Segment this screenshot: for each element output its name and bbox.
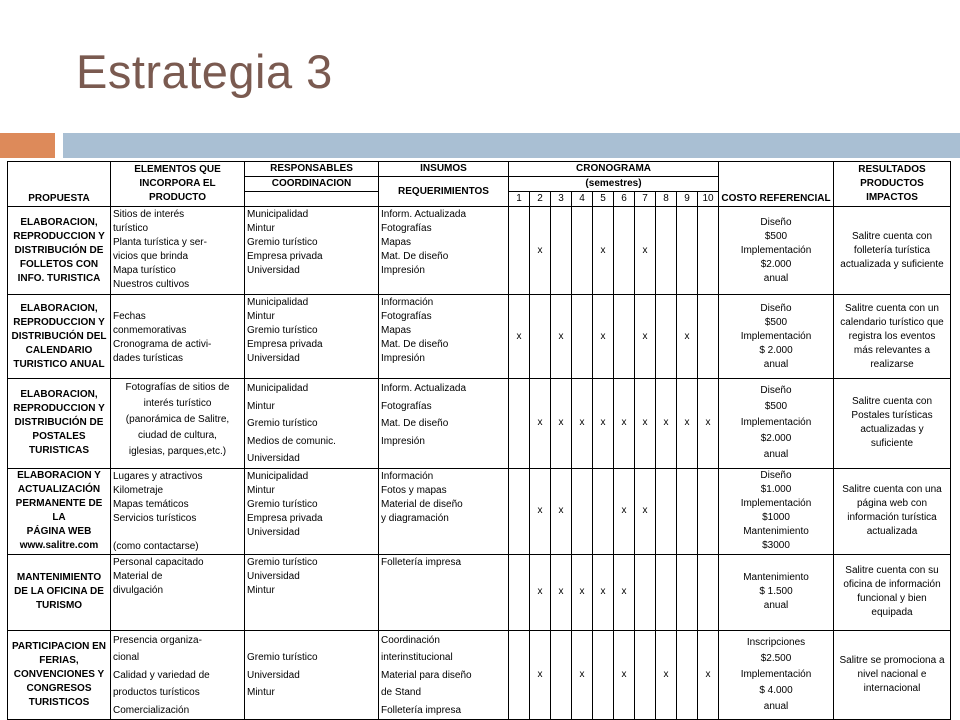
- cronograma-mark-2: x: [530, 554, 551, 630]
- cronograma-mark-5: x: [593, 554, 614, 630]
- elementos-cell-line: interés turístico: [143, 398, 212, 409]
- responsables-cell-line: Empresa privada: [247, 339, 323, 350]
- responsables-cell: [245, 554, 379, 630]
- costo-cell-line: Diseño: [760, 385, 792, 397]
- cronograma-mark-5: x: [593, 295, 614, 379]
- responsables-cell-line: Mintur: [247, 223, 275, 234]
- cronograma-mark-9: [677, 554, 698, 630]
- insumos-cell-line: Mapas: [381, 237, 412, 248]
- cronograma-mark-8: [656, 295, 677, 379]
- insumos-cell-line: Inform. Actualizada: [381, 209, 467, 220]
- period-9: 9: [677, 192, 698, 207]
- propuesta-cell-line: ELABORACION Y: [17, 470, 101, 481]
- propuesta-cell-line: DISTRIBUCIÓN DE: [14, 244, 104, 256]
- table-row: [8, 630, 951, 720]
- responsables-cell-line: Universidad: [247, 570, 300, 582]
- resultados-cell: [834, 554, 951, 630]
- cronograma-mark-8: x: [656, 630, 677, 720]
- responsables-cell: [245, 468, 379, 554]
- insumos-cell-line: interinstitucional: [381, 652, 453, 663]
- resultados-cell-line: funcional y bien: [857, 593, 927, 604]
- responsables-cell-line: Mintur: [247, 400, 275, 412]
- costo-cell: [719, 207, 834, 295]
- propuesta-cell: [8, 468, 111, 554]
- cronograma-mark-7: x: [635, 207, 656, 295]
- responsables-cell-line: Gremio turístico: [247, 498, 318, 510]
- responsables-cell-line: Gremio turístico: [247, 325, 318, 336]
- costo-cell-line: Diseño: [760, 470, 792, 481]
- propuesta-cell-line: ELABORACION,: [20, 216, 98, 228]
- propuesta-cell-line: REPRODUCCION Y: [13, 230, 105, 242]
- propuesta-cell-line: INFO. TURISTICA: [17, 272, 101, 284]
- cronograma-mark-10: x: [698, 379, 719, 469]
- costo-cell-line: $ 1.500: [759, 586, 793, 597]
- resultados-cell-line: Postales turísticas: [851, 410, 933, 422]
- cronograma-mark-2: x: [530, 630, 551, 720]
- cronograma-mark-6: [614, 207, 635, 295]
- elementos-cell: [111, 468, 245, 554]
- cronograma-mark-6: x: [614, 630, 635, 720]
- elementos-cell-line: Presencia organiza-: [113, 634, 202, 646]
- resultados-cell-line: oficina de información: [843, 579, 941, 590]
- insumos-cell-line: de Stand: [381, 687, 422, 698]
- resultados-cell-line: actualizada y suficiente: [840, 258, 944, 270]
- propuesta-cell: [8, 295, 111, 379]
- period-2: 2: [530, 192, 551, 207]
- responsables-cell-line: Gremio turístico: [247, 237, 318, 248]
- responsables-cell: [245, 295, 379, 379]
- responsables-cell-line: Medios de comunic.: [247, 435, 336, 447]
- responsables-cell-line: Municipalidad: [247, 383, 309, 394]
- cronograma-mark-3: x: [551, 379, 572, 469]
- propuesta-cell-line: PERMANENTE DE LA: [15, 498, 103, 523]
- slide-title: Estrategia 3: [76, 45, 333, 98]
- propuesta-cell-line: ELABORACION,: [20, 389, 98, 401]
- resultados-cell-line: registra los eventos: [848, 330, 936, 342]
- insumos-cell-line: Información: [381, 297, 434, 308]
- elementos-cell-line: cional: [113, 652, 140, 663]
- table-row: [8, 379, 951, 469]
- cronograma-mark-4: x: [572, 554, 593, 630]
- cronograma-mark-3: x: [551, 554, 572, 630]
- cronograma-mark-2: x: [530, 207, 551, 295]
- cronograma-mark-1: [509, 468, 530, 554]
- elementos-cell-line: Fotografías de sitios de: [125, 382, 230, 393]
- propuesta-cell-line: DISTRIBUCIÓN DEL: [11, 330, 107, 342]
- costo-cell-line: $ 4.000: [759, 684, 793, 696]
- responsables-cell-line: Municipalidad: [247, 297, 309, 308]
- resultados-cell-line: actualizada: [866, 526, 918, 537]
- insumos-cell-line: Mat. De diseño: [381, 251, 449, 262]
- header-semestres: (semestres): [509, 177, 719, 192]
- insumos-cell: [379, 207, 509, 295]
- elementos-cell: [111, 554, 245, 630]
- table-row: [8, 295, 951, 379]
- header-coordinacion: COORDINACION: [245, 177, 379, 192]
- cronograma-mark-10: [698, 468, 719, 554]
- cronograma-mark-5: [593, 468, 614, 554]
- cronograma-mark-6: x: [614, 379, 635, 469]
- elementos-cell-line: turístico: [113, 223, 149, 234]
- period-1: 1: [509, 192, 530, 207]
- header-resultados: RESULTADOS PRODUCTOS IMPACTOS: [834, 162, 951, 207]
- costo-cell: [719, 554, 834, 630]
- propuesta-cell-line: PÁGINA WEB: [26, 526, 92, 537]
- accent-bar-left: [0, 133, 55, 158]
- elementos-cell-line: vicios que brinda: [113, 251, 189, 262]
- elementos-cell-line: (como contactarse): [113, 540, 199, 552]
- costo-cell-line: $500: [764, 316, 788, 328]
- elementos-cell: [111, 379, 245, 469]
- cronograma-mark-8: [656, 554, 677, 630]
- propuesta-cell-line: www.salitre.com: [19, 540, 99, 551]
- cronograma-mark-6: x: [614, 468, 635, 554]
- cronograma-mark-7: [635, 554, 656, 630]
- elementos-cell-line: Calidad y variedad de: [113, 669, 210, 681]
- insumos-cell: [379, 630, 509, 720]
- propuesta-cell-line: DE LA OFICINA DE: [14, 586, 104, 597]
- resultados-cell: [834, 630, 951, 720]
- costo-cell-line: anual: [763, 700, 789, 712]
- elementos-cell-line: Lugares y atractivos: [113, 470, 203, 482]
- resultados-cell-line: información turística: [847, 512, 937, 523]
- propuesta-cell-line: DISTRIBUCIÓN DE: [14, 417, 104, 429]
- costo-cell: [719, 295, 834, 379]
- cronograma-mark-1: [509, 207, 530, 295]
- elementos-cell-line: iglesias, parques,etc.): [128, 446, 227, 457]
- responsables-cell-line: Gremio turístico: [247, 418, 318, 429]
- insumos-cell: [379, 554, 509, 630]
- resultados-cell: [834, 379, 951, 469]
- propuesta-cell: [8, 379, 111, 469]
- propuesta-cell-line: CONGRESOS: [26, 682, 92, 694]
- costo-cell-line: Mantenimiento: [743, 526, 809, 537]
- elementos-cell-line: ciudad de cultura,: [138, 430, 217, 441]
- costo-cell-line: Implementación: [740, 417, 812, 429]
- responsables-cell-line: Universidad: [247, 353, 300, 364]
- elementos-cell-line: productos turísticos: [113, 687, 200, 698]
- propuesta-cell: [8, 207, 111, 295]
- header-responsables: RESPONSABLES: [245, 162, 379, 177]
- insumos-cell-line: Información: [381, 470, 434, 482]
- resultados-cell-line: Salitre cuenta con: [851, 396, 933, 408]
- costo-cell-line: Diseño: [760, 302, 792, 314]
- responsables-cell-line: Universidad: [247, 453, 300, 464]
- cronograma-mark-9: [677, 630, 698, 720]
- responsables-cell: [245, 630, 379, 720]
- elementos-cell: [111, 207, 245, 295]
- cronograma-mark-8: [656, 468, 677, 554]
- table-row: [8, 468, 951, 554]
- propuesta-cell-line: CONVENCIONES Y: [13, 668, 105, 680]
- cronograma-mark-3: x: [551, 468, 572, 554]
- table-row: [8, 207, 951, 295]
- insumos-cell-line: Mat. De diseño: [381, 418, 449, 429]
- propuesta-cell-line: POSTALES: [32, 431, 86, 443]
- responsables-cell-line: Municipalidad: [247, 470, 309, 482]
- propuesta-cell: [8, 554, 111, 630]
- cronograma-mark-4: [572, 468, 593, 554]
- accent-bar-right: [63, 133, 960, 158]
- insumos-cell-line: Impresión: [381, 265, 425, 276]
- resultados-cell-line: internacional: [863, 682, 921, 694]
- resultados-cell-line: Salitre cuenta con un: [845, 302, 939, 314]
- propuesta-cell-line: TURISMO: [35, 600, 83, 611]
- responsables-cell: [245, 379, 379, 469]
- period-6: 6: [614, 192, 635, 207]
- elementos-cell-line: divulgación: [113, 584, 164, 596]
- costo-cell-line: Inscripciones: [746, 636, 806, 648]
- costo-cell-line: Implementación: [740, 330, 812, 342]
- insumos-cell-line: Folletería impresa: [381, 556, 462, 568]
- propuesta-cell-line: ACTUALIZACIÓN: [17, 484, 101, 495]
- cronograma-mark-7: x: [635, 295, 656, 379]
- responsables-cell-line: Universidad: [247, 669, 300, 681]
- elementos-cell-line: [113, 526, 242, 540]
- elementos-cell-line: Planta turística y ser-: [113, 237, 207, 248]
- costo-cell-line: $2.500: [760, 652, 792, 664]
- costo-cell-line: $2.000: [760, 433, 792, 445]
- cronograma-mark-10: [698, 295, 719, 379]
- responsables-cell-line: Universidad: [247, 265, 300, 276]
- cronograma-mark-3: [551, 207, 572, 295]
- costo-cell-line: $ 2.000: [759, 344, 793, 356]
- costo-cell-line: $500: [764, 401, 788, 413]
- resultados-cell-line: más relevantes a: [853, 344, 931, 356]
- cronograma-mark-9: [677, 468, 698, 554]
- insumos-cell-line: Mapas: [381, 325, 412, 336]
- propuesta-cell-line: ELABORACION,: [20, 302, 98, 314]
- resultados-cell: [834, 207, 951, 295]
- cronograma-mark-7: [635, 630, 656, 720]
- insumos-cell: [379, 468, 509, 554]
- cronograma-mark-8: [656, 207, 677, 295]
- elementos-cell-line: Nuestros cultivos: [113, 279, 190, 290]
- insumos-cell-line: Impresión: [381, 353, 425, 364]
- resultados-cell-line: calendario turístico que: [840, 316, 944, 328]
- cronograma-mark-4: [572, 207, 593, 295]
- costo-cell-line: anual: [763, 358, 789, 370]
- cronograma-mark-1: [509, 554, 530, 630]
- responsables-cell-line: Gremio turístico: [247, 652, 318, 663]
- insumos-cell-line: Inform. Actualizada: [381, 383, 467, 394]
- insumos-cell-line: Fotografías: [381, 400, 432, 412]
- costo-cell-line: Mantenimiento: [743, 572, 809, 583]
- resultados-cell-line: página web con: [856, 498, 928, 509]
- insumos-cell-line: Coordinación: [381, 634, 440, 646]
- header-requerimientos: REQUERIMIENTOS: [379, 177, 509, 207]
- costo-cell-line: anual: [763, 449, 789, 461]
- costo-cell-line: $1.000: [760, 484, 792, 495]
- insumos-cell-line: Fotografías: [381, 311, 432, 322]
- period-4: 4: [572, 192, 593, 207]
- insumos-cell-line: Material para diseño: [381, 669, 472, 681]
- responsables-cell: [245, 207, 379, 295]
- period-7: 7: [635, 192, 656, 207]
- elementos-cell-line: Sitios de interés: [113, 209, 185, 220]
- costo-cell-line: Implementación: [740, 498, 812, 509]
- period-8: 8: [656, 192, 677, 207]
- resultados-cell-line: actualizadas y: [860, 424, 924, 436]
- table-row: [8, 554, 951, 630]
- resultados-cell-line: Salitre cuenta con su: [845, 565, 939, 576]
- cronograma-mark-2: x: [530, 379, 551, 469]
- cronograma-mark-5: x: [593, 207, 614, 295]
- insumos-cell-line: y diagramación: [381, 512, 449, 524]
- elementos-cell: [111, 295, 245, 379]
- cronograma-mark-9: x: [677, 295, 698, 379]
- propuesta-cell-line: TURISTICAS: [29, 445, 89, 457]
- responsables-cell-line: Universidad: [247, 526, 300, 538]
- propuesta-cell-line: TURISTICO ANUAL: [13, 358, 105, 370]
- costo-cell-line: Implementación: [740, 668, 812, 680]
- header-elementos: ELEMENTOS QUE INCORPORA EL PRODUCTO: [111, 162, 245, 207]
- elementos-cell-line: Kilometraje: [113, 484, 164, 496]
- resultados-cell-line: equipada: [871, 607, 913, 618]
- cronograma-mark-1: [509, 630, 530, 720]
- period-10: 10: [698, 192, 719, 207]
- resultados-cell: [834, 468, 951, 554]
- resultados-cell-line: realizarse: [870, 358, 914, 370]
- resultados-cell: [834, 295, 951, 379]
- insumos-cell-line: Folletería impresa: [381, 704, 462, 716]
- elementos-cell-line: Mapas temáticos: [113, 498, 189, 510]
- resultados-cell-line: Salitre cuenta con: [851, 230, 933, 242]
- propuesta-cell-line: CALENDARIO: [25, 344, 93, 356]
- insumos-cell: [379, 295, 509, 379]
- propuesta-cell-line: FERIAS,: [39, 654, 79, 666]
- elementos-cell-line: Personal capacitado: [113, 556, 204, 568]
- resultados-cell-line: suficiente: [870, 438, 914, 450]
- costo-cell-line: $2.000: [760, 258, 792, 270]
- cronograma-mark-10: [698, 554, 719, 630]
- elementos-cell-line: Comercialización: [113, 704, 190, 716]
- insumos-cell-line: Mat. De diseño: [381, 339, 449, 350]
- cronograma-mark-2: x: [530, 468, 551, 554]
- cronograma-mark-6: [614, 295, 635, 379]
- cronograma-mark-3: [551, 630, 572, 720]
- propuesta-cell-line: PARTICIPACION EN: [11, 640, 107, 652]
- costo-cell-line: Diseño: [760, 216, 792, 228]
- elementos-cell-line: (panorámica de Salitre,: [125, 414, 230, 425]
- cronograma-mark-4: [572, 295, 593, 379]
- cronograma-mark-7: x: [635, 468, 656, 554]
- cronograma-mark-1: x: [509, 295, 530, 379]
- responsables-cell-line: Mintur: [247, 311, 275, 322]
- propuesta-cell-line: REPRODUCCION Y: [13, 403, 105, 415]
- resultados-cell-line: Salitre se promociona a: [839, 654, 945, 666]
- responsables-cell-line: Mintur: [247, 584, 275, 596]
- costo-cell: [719, 379, 834, 469]
- costo-cell-line: anual: [763, 272, 789, 284]
- elementos-cell-line: Mapa turístico: [113, 265, 176, 276]
- insumos-cell-line: Material de diseño: [381, 498, 463, 510]
- cronograma-mark-1: [509, 379, 530, 469]
- propuesta-cell-line: REPRODUCCION Y: [13, 316, 105, 328]
- propuesta-cell-line: FOLLETOS CON: [19, 258, 99, 270]
- cronograma-mark-3: x: [551, 295, 572, 379]
- period-5: 5: [593, 192, 614, 207]
- elementos-cell-line: Fechas: [113, 311, 146, 322]
- header-insumos: INSUMOS: [379, 162, 509, 177]
- propuesta-cell: [8, 630, 111, 720]
- costo-cell-line: $500: [764, 230, 788, 242]
- cronograma-mark-4: x: [572, 379, 593, 469]
- propuesta-cell-line: TURISTICOS: [28, 696, 90, 708]
- costo-cell: [719, 468, 834, 554]
- responsables-cell-line: Mintur: [247, 687, 275, 698]
- cronograma-mark-9: x: [677, 379, 698, 469]
- cronograma-mark-6: x: [614, 554, 635, 630]
- elementos-cell: [111, 630, 245, 720]
- responsables-cell-line: Empresa privada: [247, 512, 323, 524]
- cronograma-mark-2: [530, 295, 551, 379]
- header-cronograma: CRONOGRAMA: [509, 162, 719, 177]
- insumos-cell-line: Impresión: [381, 435, 425, 447]
- responsables-cell-line: Mintur: [247, 484, 275, 496]
- responsables-cell-line: [247, 632, 376, 650]
- costo-cell: [719, 630, 834, 720]
- cronograma-mark-7: x: [635, 379, 656, 469]
- costo-cell-line: $3000: [762, 540, 790, 551]
- elementos-cell-line: [113, 296, 242, 310]
- insumos-cell-line: Fotos y mapas: [381, 484, 447, 496]
- cronograma-mark-9: [677, 207, 698, 295]
- costo-cell-line: $1000: [762, 512, 790, 523]
- header-blank: [245, 192, 379, 207]
- cronograma-mark-5: x: [593, 379, 614, 469]
- elementos-cell-line: Servicios turísticos: [113, 512, 197, 524]
- resultados-cell-line: folletería turística: [853, 244, 931, 256]
- costo-cell-line: Implementación: [740, 244, 812, 256]
- insumos-cell-line: Fotografías: [381, 223, 432, 234]
- insumos-cell: [379, 379, 509, 469]
- responsables-cell-line: Gremio turístico: [247, 556, 318, 568]
- cronograma-mark-5: [593, 630, 614, 720]
- responsables-cell-line: Municipalidad: [247, 209, 309, 220]
- cronograma-mark-10: x: [698, 630, 719, 720]
- elementos-cell-line: Cronograma de activi-: [113, 339, 212, 350]
- resultados-cell-line: Salitre cuenta con una: [842, 484, 942, 495]
- cronograma-mark-4: x: [572, 630, 593, 720]
- costo-cell-line: anual: [763, 600, 789, 611]
- resultados-cell-line: nivel nacional e: [857, 668, 927, 680]
- elementos-cell-line: conmemorativas: [113, 325, 187, 336]
- strategy-table: [7, 161, 951, 720]
- header-propuesta: PROPUESTA: [8, 162, 111, 207]
- elementos-cell-line: Material de: [113, 570, 163, 582]
- cronograma-mark-10: [698, 207, 719, 295]
- cronograma-mark-8: x: [656, 379, 677, 469]
- propuesta-cell-line: MANTENIMIENTO: [16, 572, 102, 583]
- elementos-cell-line: dades turísticas: [113, 353, 184, 364]
- header-costo: COSTO REFERENCIAL: [719, 162, 834, 207]
- responsables-cell-line: Empresa privada: [247, 251, 323, 262]
- period-3: 3: [551, 192, 572, 207]
